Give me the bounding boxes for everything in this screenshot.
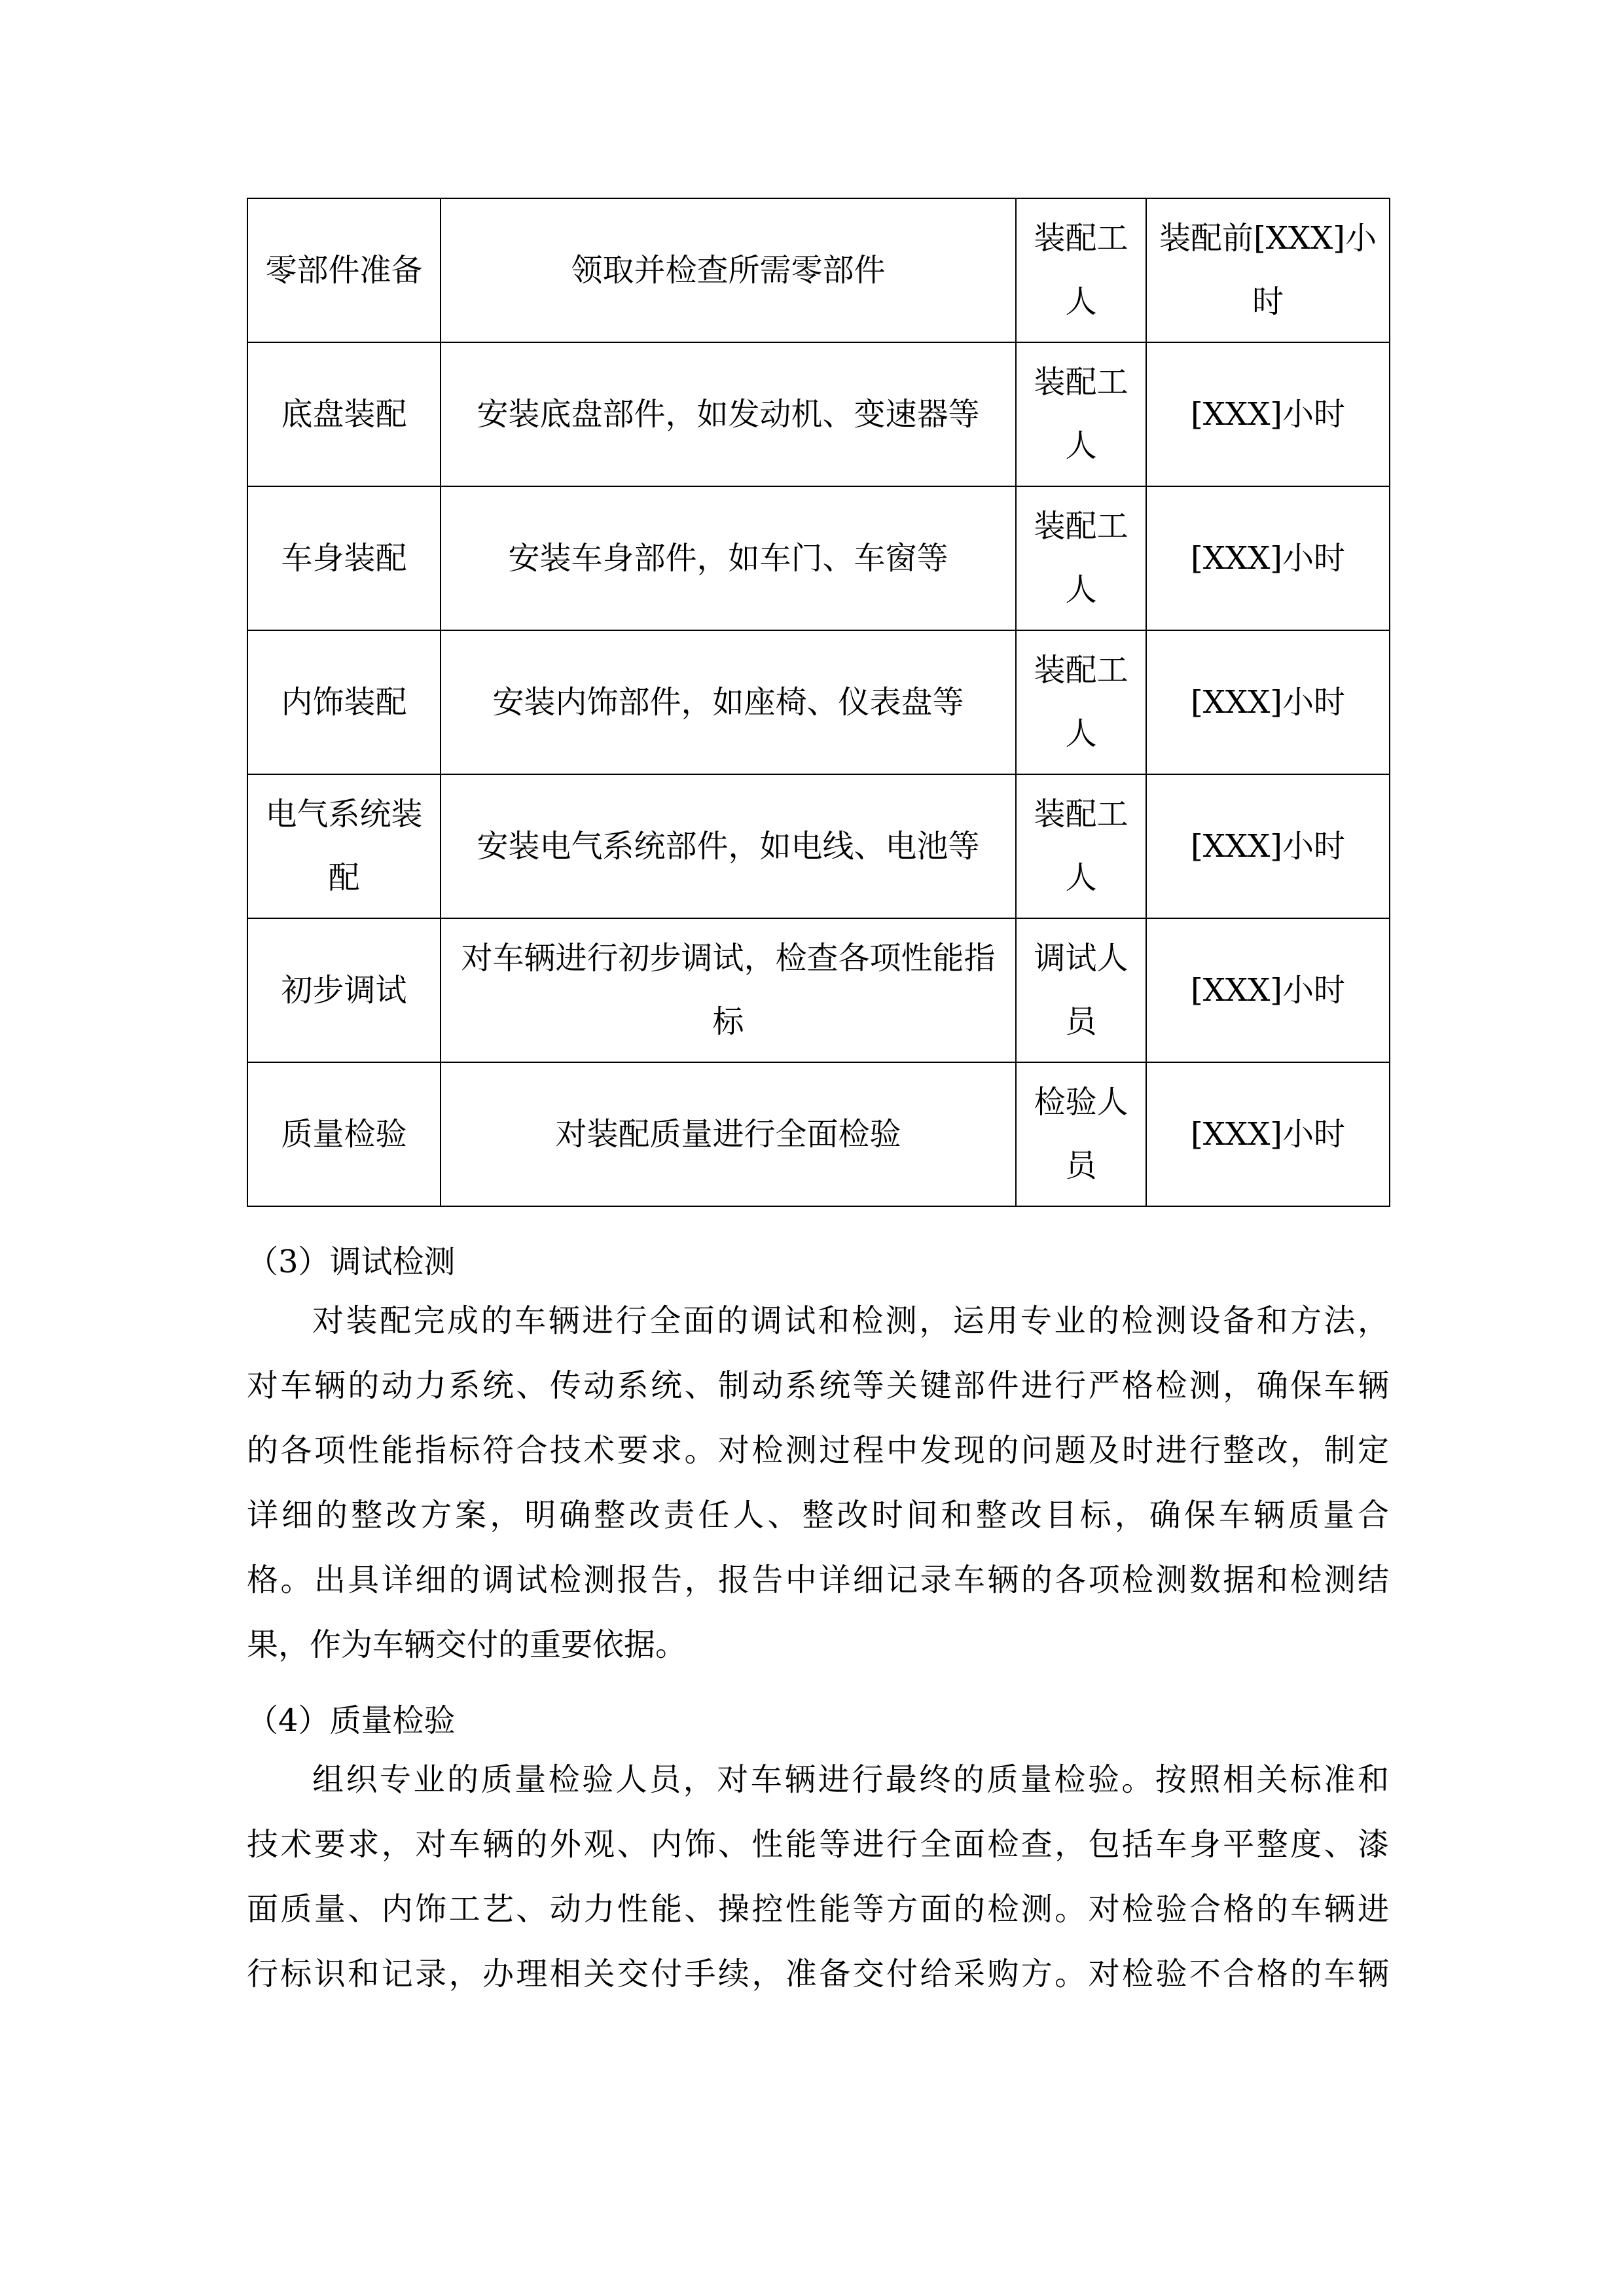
table-row <box>247 342 1390 486</box>
cell-duration: [XXX]小时 <box>1146 630 1390 774</box>
section-4-paragraph <box>247 1748 1389 2007</box>
cell-description: 安装底盘部件，如发动机、变速器等 <box>441 342 1016 486</box>
table-row <box>247 1062 1390 1206</box>
paragraph-line: 格。出具详细的调试检测报告，报告中详细记录车辆的各项检测数据和检测结 <box>247 1562 1389 1598</box>
paragraph-line: 果，作为车辆交付的重要依据。 <box>247 1626 687 1663</box>
cell-duration: [XXX]小时 <box>1146 918 1390 1062</box>
table-row <box>247 918 1390 1062</box>
table-row <box>247 774 1390 918</box>
cell-duration: 装配前[XXX]小时 <box>1146 198 1390 342</box>
paragraph-line: 组织专业的质量检验人员，对车辆进行最终的质量检验。按照相关标准和 <box>312 1761 1389 1798</box>
cell-step: 质量检验 <box>247 1062 441 1206</box>
cell-personnel: 装配工人 <box>1016 774 1146 918</box>
cell-personnel: 装配工人 <box>1016 486 1146 630</box>
cell-description: 对装配质量进行全面检验 <box>441 1062 1016 1206</box>
cell-personnel: 检验人员 <box>1016 1062 1146 1206</box>
cell-description: 安装车身部件，如车门、车窗等 <box>441 486 1016 630</box>
paragraph-line: 详细的整改方案，明确整改责任人、整改时间和整改目标，确保车辆质量合 <box>247 1497 1389 1534</box>
table-row <box>247 486 1390 630</box>
paragraph-line: 对车辆的动力系统、传动系统、制动系统等关键部件进行严格检测，确保车辆 <box>247 1367 1389 1404</box>
section-4-heading: （4）质量检验 <box>247 1702 456 1739</box>
cell-duration: [XXX]小时 <box>1146 1062 1390 1206</box>
cell-duration: [XXX]小时 <box>1146 774 1390 918</box>
cell-personnel: 调试人员 <box>1016 918 1146 1062</box>
cell-personnel: 装配工人 <box>1016 198 1146 342</box>
assembly-process-table <box>247 198 1390 1207</box>
paragraph-line: 技术要求，对车辆的外观、内饰、性能等进行全面检查，包括车身平整度、漆 <box>247 1826 1389 1863</box>
cell-description: 安装电气系统部件，如电线、电池等 <box>441 774 1016 918</box>
cell-step: 底盘装配 <box>247 342 441 486</box>
cell-description: 安装内饰部件，如座椅、仪表盘等 <box>441 630 1016 774</box>
paragraph-line: 的各项性能指标符合技术要求。对检测过程中发现的问题及时进行整改，制定 <box>247 1432 1389 1469</box>
cell-description: 对车辆进行初步调试，检查各项性能指标 <box>441 918 1016 1062</box>
cell-step: 车身装配 <box>247 486 441 630</box>
cell-description: 领取并检查所需零部件 <box>441 198 1016 342</box>
cell-step: 内饰装配 <box>247 630 441 774</box>
paragraph-line: 行标识和记录，办理相关交付手续，准备交付给采购方。对检验不合格的车辆 <box>247 1956 1389 1992</box>
paragraph-line: 对装配完成的车辆进行全面的调试和检测，运用专业的检测设备和方法， <box>312 1302 1389 1339</box>
cell-duration: [XXX]小时 <box>1146 486 1390 630</box>
cell-step: 零部件准备 <box>247 198 441 342</box>
cell-step: 电气系统装配 <box>247 774 441 918</box>
section-3-heading: （3）调试检测 <box>247 1244 456 1280</box>
paragraph-line: 面质量、内饰工艺、动力性能、操控性能等方面的检测。对检验合格的车辆进 <box>247 1891 1389 1928</box>
cell-personnel: 装配工人 <box>1016 630 1146 774</box>
cell-step: 初步调试 <box>247 918 441 1062</box>
table-row <box>247 630 1390 774</box>
section-3-paragraph <box>247 1289 1389 1677</box>
table-row <box>247 198 1390 342</box>
cell-personnel: 装配工人 <box>1016 342 1146 486</box>
cell-duration: [XXX]小时 <box>1146 342 1390 486</box>
